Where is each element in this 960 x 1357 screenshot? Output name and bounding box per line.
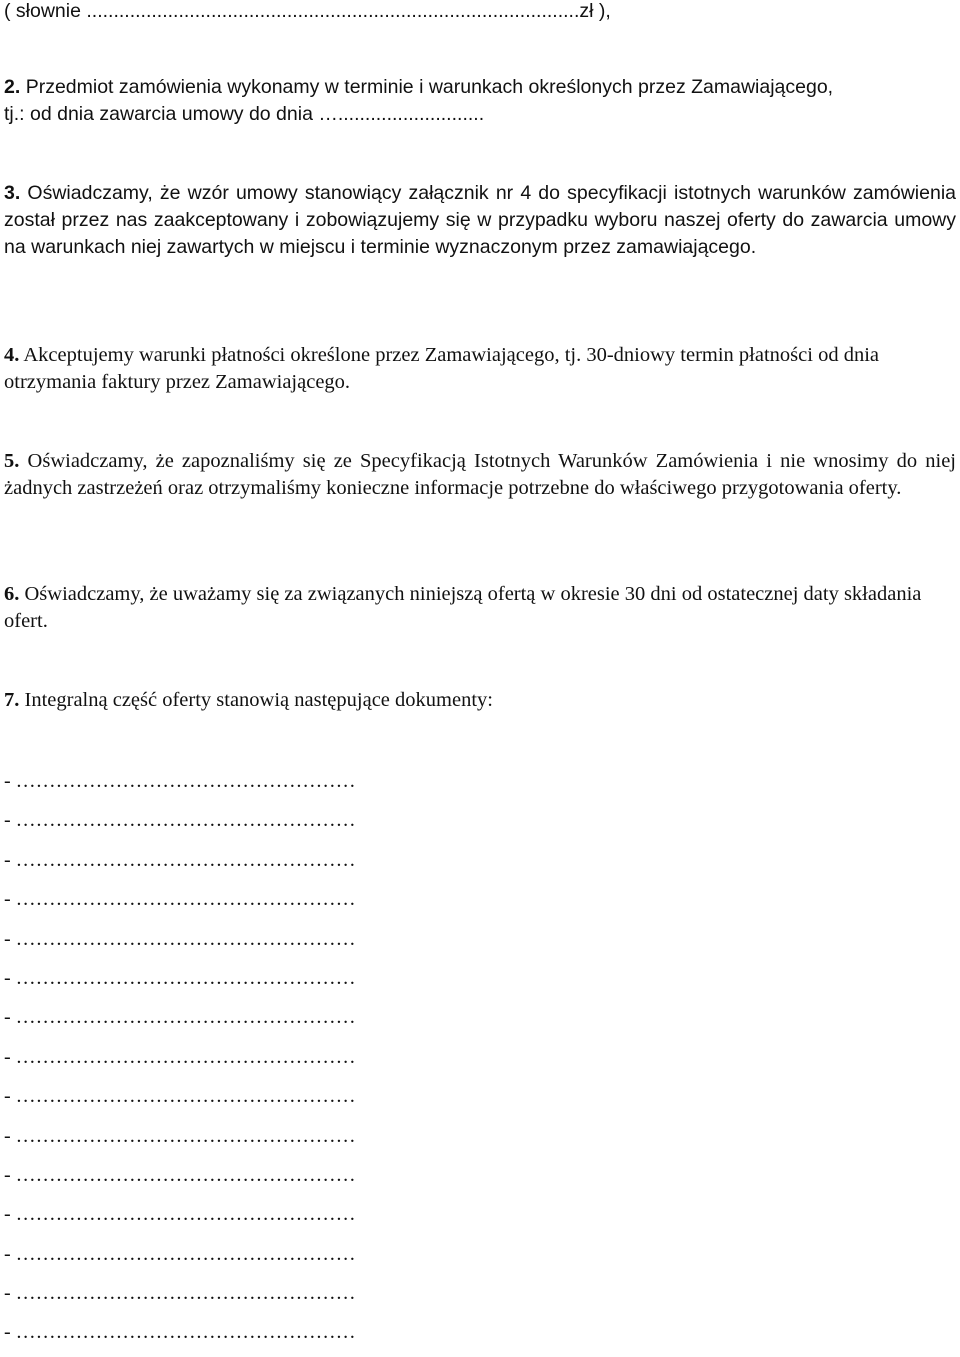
section-2: [4, 74, 956, 128]
document-slot[interactable]: - ……………………………………………: [4, 1085, 356, 1108]
section-7-number: 7.: [4, 689, 20, 711]
document-slot[interactable]: - ……………………………………………: [4, 1124, 356, 1147]
section-5-text: Oświadczamy, że zapoznaliśmy się ze Specyfikacją Istotnych Warunków Zamówienia i nie wnosimy do niej żadnych zastrzeżeń oraz otrzymaliśmy konieczne informacje potrzebne do właściwego przygotowania oferty.: [4, 450, 957, 499]
document-slot[interactable]: - ……………………………………………: [4, 1045, 356, 1068]
document-slot[interactable]: - ……………………………………………: [4, 966, 356, 989]
section-3-number: 3.: [4, 182, 21, 204]
document-slot[interactable]: - ……………………………………………: [4, 1163, 356, 1186]
document-slot[interactable]: - ……………………………………………: [4, 848, 356, 871]
document-slot[interactable]: - ……………………………………………: [4, 1321, 356, 1344]
section-2-text: Przedmiot zamówienia wykonamy w terminie i warunkach określonych przez Zamawiającego,: [25, 76, 834, 98]
document-slot[interactable]: - ……………………………………………: [4, 770, 356, 792]
amount-in-words-line: ( słownie ...........................................................................................zł ),: [4, 0, 611, 22]
section-3-text: Oświadczamy, że wzór umowy stanowiący załącznik nr 4 do specyfikacji istotnych warunków zamówienia został przez nas zaakceptowany i zobowiązujemy się w przypadku wyboru naszej oferty do zawarcia umowy na warunkach niej zawartych w miejscu i terminie wyznaczonym przez zamawiającego.: [4, 182, 956, 258]
section-2-line-2: tj.: od dnia zawarcia umowy do dnia …...........................: [4, 103, 485, 125]
document-list: [4, 766, 356, 1357]
document-slot[interactable]: - ……………………………………………: [4, 1006, 356, 1029]
document-slot[interactable]: - ……………………………………………: [4, 888, 356, 911]
section-4-text: Akceptujemy warunki płatności określone przez Zamawiającego, tj. 30-dniowy termin płatności od dnia otrzymania faktury przez Zamawiającego.: [4, 344, 879, 393]
section-4-number: 4.: [4, 344, 20, 366]
section-6: [4, 581, 956, 635]
section-3: [4, 180, 956, 261]
section-7-text: Integralną część oferty stanowią następujące dokumenty:: [24, 689, 493, 711]
section-5: [4, 448, 956, 502]
section-2-number: 2.: [4, 76, 21, 98]
document-slot[interactable]: - ……………………………………………: [4, 809, 356, 832]
section-6-number: 6.: [4, 583, 20, 605]
document-slot[interactable]: - ……………………………………………: [4, 1282, 356, 1305]
section-6-text: Oświadczamy, że uważamy się za związanych niniejszą ofertą w okresie 30 dni od ostatecznej daty składania ofert.: [4, 583, 922, 632]
document-slot[interactable]: - ……………………………………………: [4, 927, 356, 950]
section-2-line-1: [4, 74, 956, 101]
document-slot[interactable]: - ……………………………………………: [4, 1203, 356, 1226]
section-5-number: 5.: [4, 450, 20, 472]
document-slot[interactable]: - ……………………………………………: [4, 1242, 356, 1265]
section-7: [4, 687, 956, 714]
section-4: [4, 342, 956, 396]
